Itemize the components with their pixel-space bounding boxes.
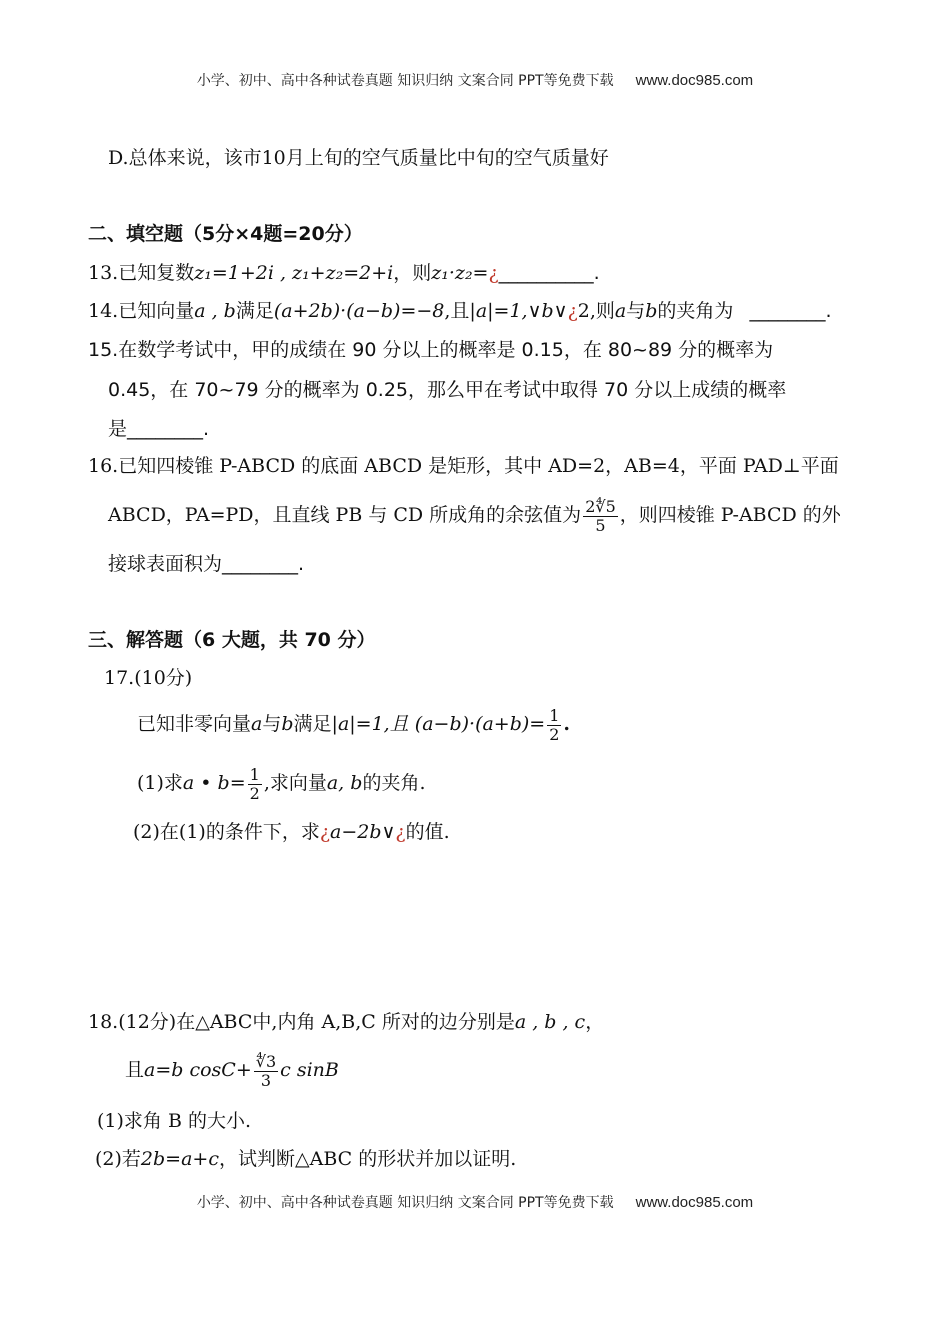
q17-p1-pre: (1)求 (137, 772, 183, 794)
q16-line2-pre: ABCD，PA=PD，且直线 PB 与 CD 所成角的余弦值为 (108, 504, 582, 526)
q14-tail: 的夹角为 (657, 300, 734, 322)
header-site: www.doc985.com (635, 72, 754, 89)
q18-p2-expr: 2b=a+c (140, 1148, 219, 1170)
q17-part2 (133, 819, 450, 845)
footer-site: www.doc985.com (635, 1194, 754, 1211)
q17-p2-pre: (2)在(1)的条件下，求 (133, 821, 320, 843)
q14-mid1: 满足 (235, 300, 274, 322)
q18-head-text: 18.(12分)在△ABC中,内角 A,B,C 所对的边分别是 (88, 1011, 515, 1033)
q13-math1: z₁=1+2i , z₁+z₂=2+i (194, 262, 394, 284)
q18-cond-expr: a=b cosC+ (144, 1059, 252, 1081)
q14-blank: ________. (749, 300, 832, 322)
q18-condition (125, 1050, 339, 1090)
option-d: D.总体来说，该市10月上旬的空气质量比中旬的空气质量好 (108, 147, 609, 169)
q17-qie: 且 (389, 713, 409, 735)
q15-blank: ________. (127, 418, 210, 440)
q14-glyph: ¿ (567, 300, 578, 322)
q13-glyph: ¿ (488, 262, 499, 284)
q13-blank: __________. (498, 262, 600, 284)
header-text: 小学、初中、高中各种试卷真题 知识归纳 文案合同 PPT等免费下载 (196, 73, 614, 89)
q17-p2-expr: a−2b∨ (330, 821, 396, 843)
q16-frac-num: 2∜5 (585, 496, 616, 516)
q14-mid2: ,且 (444, 300, 470, 322)
q14-expr: (a+2b)·(a−b)=−8 (273, 300, 445, 322)
q18-cond-pre: 且 (125, 1059, 145, 1081)
page-header (0, 70, 950, 90)
q14-mid4: 与 (626, 300, 646, 322)
q17-cond-pre: 已知非零向量 (137, 713, 252, 735)
q18-frac-den: 3 (260, 1070, 272, 1090)
q17-cond-mid: 与 (262, 713, 282, 735)
q18-comma: ， (585, 1011, 605, 1033)
footer-text: 小学、初中、高中各种试卷真题 知识归纳 文案合同 PPT等免费下载 (196, 1195, 614, 1211)
q18-head (88, 1009, 604, 1035)
q16-line2-post: ，则四棱锥 P-ABCD 的外 (619, 504, 841, 526)
q17-p1-num: 1 (249, 764, 260, 784)
q17-fraction (547, 707, 561, 744)
q18-abc: a , b , c (514, 1011, 586, 1033)
q15-line3 (108, 416, 209, 442)
q14-b: b (645, 300, 658, 322)
q14-mid3: ,则 (589, 300, 615, 322)
section-2-title: 二、填空题（5分×4题=20分） (88, 223, 363, 245)
q17-head: 17.(10分) (104, 667, 193, 689)
q16-line1: 16.已知四棱锥 P-ABCD 的底面 ABCD 是矩形，其中 AD=2，AB=4，平面 PAD⊥平面 (88, 455, 839, 477)
q17-p2-tail: 的值. (405, 821, 450, 843)
q17-p1-fraction (248, 766, 262, 803)
q17-dot: . (563, 713, 571, 735)
q18-p2-pre: (2)若 (95, 1148, 141, 1170)
q16-fraction (583, 498, 618, 535)
q14-ab: a , b (194, 300, 236, 322)
q17-p1-den: 2 (249, 783, 260, 803)
q17-p1-ab: a, b (326, 772, 363, 794)
q18-part2 (95, 1146, 516, 1172)
q18-p2-tail: ，试判断△ABC 的形状并加以证明. (218, 1148, 517, 1170)
q16-line3-pre: 接球表面积为 (108, 553, 223, 575)
q17-glyph-2: ¿ (395, 821, 406, 843)
q14-expr2: |a|=1,∨b∨ (469, 300, 568, 322)
q13-mid: ，则 (393, 262, 432, 284)
q17-p1-post: ,求向量 (263, 772, 327, 794)
q17-frac-num: 1 (549, 705, 560, 725)
question-14 (88, 298, 832, 324)
q14-a: a (614, 300, 627, 322)
q16-line3 (108, 551, 304, 577)
q18-part1: (1)求角 B 的大小. (97, 1110, 251, 1132)
q17-expr2: (a−b)·(a+b)= (414, 713, 546, 735)
q14-pre: 14.已知向量 (88, 300, 195, 322)
q17-b: b (281, 713, 294, 735)
q17-a: a (251, 713, 263, 735)
q16-line2 (108, 496, 841, 535)
q14-expr3: 2 (577, 300, 590, 322)
q18-frac-num: ∜3 (255, 1051, 277, 1071)
question-13 (88, 260, 600, 286)
q17-glyph-1: ¿ (319, 821, 331, 843)
q16-frac-den: 5 (595, 515, 606, 535)
q15-line1: 15.在数学考试中，甲的成绩在 90 分以上的概率是 0.15，在 80~89 分的概率为 (88, 339, 774, 361)
q15-line2: 0.45，在 70~79 分的概率为 0.25，那么甲在考试中取得 70 分以上成绩的概率 (108, 379, 787, 401)
q18-fraction (254, 1053, 278, 1090)
q17-expr: |a|=1, (331, 713, 390, 735)
q17-condition (137, 704, 570, 744)
page-footer (0, 1192, 950, 1212)
q13-pre: 13.已知复数 (88, 262, 195, 284)
q16-blank: ________. (222, 553, 305, 575)
q17-part1 (137, 763, 425, 803)
q17-cond-mid2: 满足 (293, 713, 332, 735)
q18-cond-tail: c sinB (280, 1059, 339, 1081)
section-3-title: 三、解答题（6 大题，共 70 分） (88, 629, 376, 651)
q13-math2: z₁·z₂= (431, 262, 489, 284)
q17-p1-tail: 的夹角. (362, 772, 426, 794)
q17-frac-den: 2 (549, 724, 560, 744)
q15-line3-pre: 是 (108, 418, 128, 440)
q17-p1-expr: a • b= (182, 772, 246, 794)
